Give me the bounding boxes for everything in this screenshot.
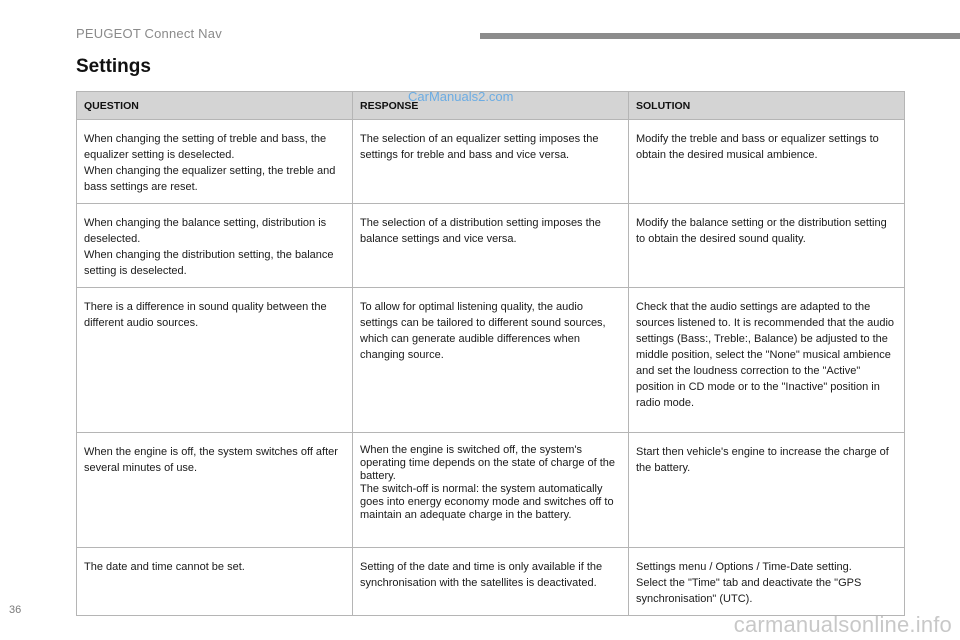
solution-cell — [629, 548, 905, 616]
response-text: Setting of the date and time is only available if the synchronisation with the satellites is deactivated. — [360, 561, 603, 589]
settings-faq-table — [76, 91, 905, 616]
question-text: When changing the balance setting, distribution is deselected. When changing the distribution setting, the balance setting is deselected. — [84, 217, 334, 277]
response-cell — [353, 204, 629, 288]
solution-cell — [629, 433, 905, 548]
question-cell — [77, 120, 353, 204]
question-cell — [77, 433, 353, 548]
question-text: The date and time cannot be set. — [84, 561, 245, 573]
solution-text: Start then vehicle's engine to increase the charge of the battery. — [636, 446, 889, 474]
solution-text: Modify the balance setting or the distribution setting to obtain the desired sound quality. — [636, 217, 887, 245]
response-text: The selection of an equalizer setting imposes the settings for treble and bass and vice versa. — [360, 133, 599, 161]
page-number: 36 — [9, 604, 22, 616]
response-text: To allow for optimal listening quality, the audio settings can be tailored to different sound sources, which can generate audible differences when changing source. — [360, 301, 606, 361]
response-text: When the engine is switched off, the system's operating time depends on the state of charge of the battery. The switch-off is normal: the system automatically goes into energy economy mode and switches off to maintain an adequate charge in the battery. — [360, 444, 616, 521]
solution-text: Settings menu / Options / Time-Date setting. Select the "Time" tab and deactivate the "GPS synchronisation" (UTC). — [636, 561, 862, 605]
response-cell — [353, 433, 629, 548]
question-cell — [77, 204, 353, 288]
page-title: Settings — [76, 56, 151, 77]
table-row — [77, 204, 905, 288]
question-text: There is a difference in sound quality between the different audio sources. — [84, 301, 327, 329]
question-text: When the engine is off, the system switches off after several minutes of use. — [84, 446, 338, 474]
response-cell — [353, 120, 629, 204]
response-text: The selection of a distribution setting imposes the balance settings and vice versa. — [360, 217, 601, 245]
table-row — [77, 433, 905, 548]
question-cell — [77, 548, 353, 616]
header-rule — [480, 33, 960, 39]
solution-cell — [629, 120, 905, 204]
table-row — [77, 288, 905, 433]
table-row — [77, 548, 905, 616]
question-text: When changing the setting of treble and bass, the equalizer setting is deselected. When changing the equalizer setting, the treble and bass settings are reset. — [84, 133, 336, 193]
document-header-title: PEUGEOT Connect Nav — [76, 26, 222, 41]
table-row — [77, 120, 905, 204]
column-header-solution: SOLUTION — [629, 92, 905, 120]
response-cell — [353, 288, 629, 433]
watermark-carmanualsonline: carmanualsonline.info — [733, 612, 952, 637]
solution-cell — [629, 204, 905, 288]
solution-text: Check that the audio settings are adapted to the sources listened to. It is recommended that the audio settings (Bass:, Treble:, Balance) be adjusted to the middle position, select the "None" musical ambience and set the loudness correction to the "Active" position in CD mode or to the "Inactive" position in radio mode. — [636, 301, 895, 409]
response-cell — [353, 548, 629, 616]
column-header-question: QUESTION — [77, 92, 353, 120]
solution-text: Modify the treble and bass or equalizer settings to obtain the desired musical ambience. — [636, 133, 879, 161]
question-cell — [77, 288, 353, 433]
watermark-carmanuals2: CarManuals2.com — [408, 89, 514, 104]
column-header-response: RESPONSE — [353, 92, 629, 120]
solution-cell — [629, 288, 905, 433]
